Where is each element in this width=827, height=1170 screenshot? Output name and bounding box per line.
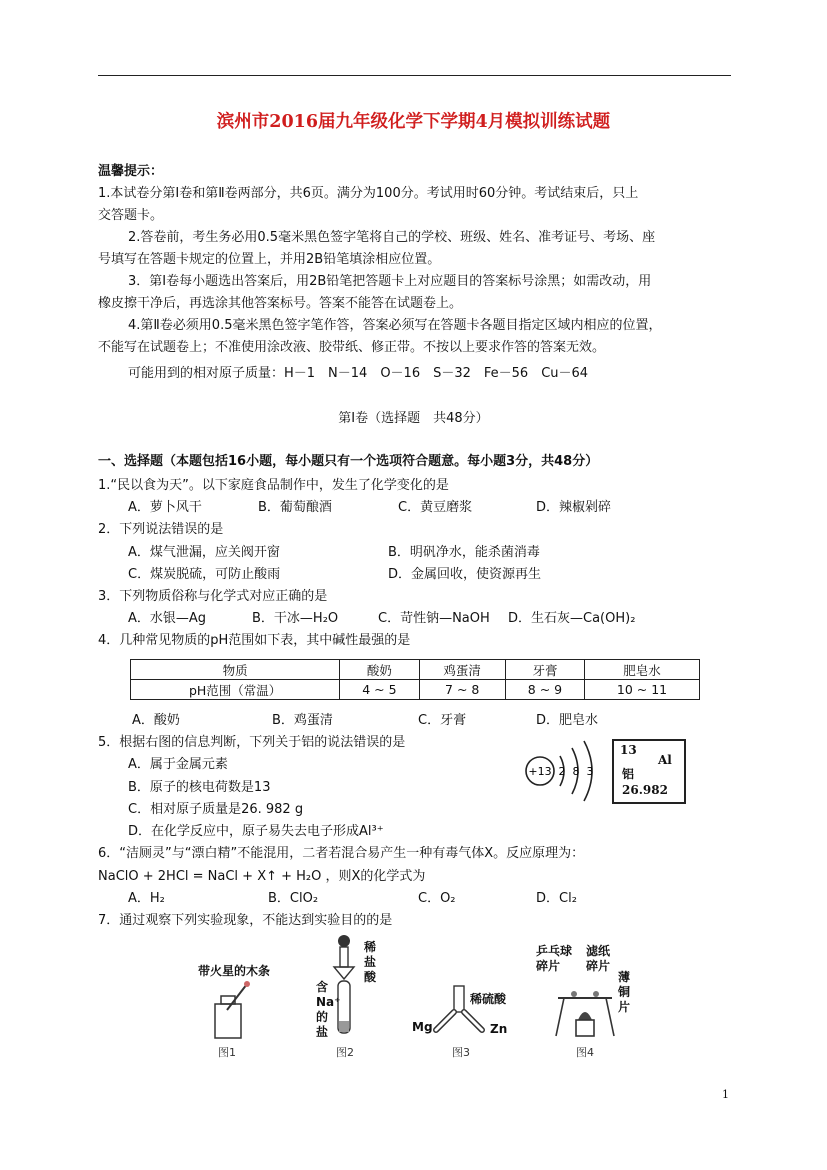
tip-4b: 不能写在试题卷上；不准使用涂改液、胶带纸、修正带。不按以上要求作答的答案无效。 bbox=[98, 340, 606, 355]
fig2-label-left: 含Na⁺的盐 bbox=[316, 980, 341, 1039]
tip-2b: 号填写在答题卡规定的位置上，并用2B铅笔填涂相应位置。 bbox=[98, 252, 441, 267]
tip-3a: 3．第Ⅰ卷每小题选出答案后，用2B铅笔把答题卡上对应题目的答案标号涂黑；如需改动，用 bbox=[128, 274, 652, 289]
atom-shell-label: 8 bbox=[572, 765, 580, 778]
q6-option-b: B．ClO₂ bbox=[268, 891, 319, 906]
tips-heading: 温馨提示： bbox=[98, 164, 164, 179]
q1-option-b: B．葡萄酿酒 bbox=[258, 500, 332, 515]
ph-table bbox=[130, 659, 700, 700]
q3-option-c: C．苛性钠—NaOH bbox=[378, 611, 490, 626]
fig2-caption: 图2 bbox=[336, 1046, 354, 1059]
tip-4a: 4.第Ⅱ卷必须用0.5毫米黑色签字笔作答，答案必须写在答题卡各题目指定区域内相应的位置， bbox=[128, 318, 662, 333]
q3-option-a: A．水银—Ag bbox=[128, 611, 207, 626]
q5-stem: 5．根据右图的信息判断，下列关于铝的说法错误的是 bbox=[98, 735, 406, 750]
q5-option-a: A．属于金属元素 bbox=[128, 757, 228, 772]
ph-table-row bbox=[131, 680, 700, 700]
ph-table-cell: 8 ~ 9 bbox=[505, 680, 584, 700]
fig3-label: 稀硫酸 bbox=[470, 992, 507, 1006]
element-symbol: Al bbox=[658, 753, 672, 767]
q1-stem: 1.“民以食为天”。以下家庭食品制作中，发生了化学变化的是 bbox=[98, 478, 449, 493]
element-number: 13 bbox=[620, 743, 637, 757]
ph-table-cell: pH范围（常温） bbox=[131, 680, 340, 700]
q1-option-c: C．黄豆磨浆 bbox=[398, 500, 473, 515]
q3-option-d: D．生石灰—Ca(OH)₂ bbox=[508, 611, 636, 626]
ph-table-cell: 牙膏 bbox=[505, 660, 584, 680]
q4-option-c: C．牙膏 bbox=[418, 713, 467, 728]
fig4-caption: 图4 bbox=[576, 1046, 594, 1059]
q6-stem: 6．“洁厕灵”与“漂白精”不能混用，二者若混合易产生一种有毒气体X。反应原理为： bbox=[98, 846, 585, 861]
header-rule bbox=[98, 75, 731, 76]
fig4-label-1: 乒乓球碎片 bbox=[536, 944, 573, 973]
q6-option-c: C．O₂ bbox=[418, 891, 456, 906]
page-number: 1 bbox=[722, 1088, 729, 1101]
tip-3b: 橡皮擦干净后，再选涂其他答案标号。答案不能答在试题卷上。 bbox=[98, 296, 463, 311]
fig3-y-tube bbox=[430, 984, 490, 1040]
q2-option-c: C．煤炭脱硫，可防止酸雨 bbox=[128, 567, 281, 582]
element-card bbox=[612, 739, 686, 804]
fig3-right-metal: Zn bbox=[490, 1022, 508, 1036]
q4-option-d: D．肥皂水 bbox=[536, 713, 599, 728]
element-mass: 26.982 bbox=[622, 783, 668, 797]
atom-nucleus-label: +13 bbox=[528, 765, 552, 778]
tip-1b: 交答题卡。 bbox=[98, 208, 164, 223]
ph-table-cell: 10 ~ 11 bbox=[585, 680, 700, 700]
q5-option-c: C．相对原子质量是26. 982 g bbox=[128, 802, 304, 817]
q5-option-b: B．原子的核电荷数是13 bbox=[128, 780, 271, 795]
fig1-bottle-splint bbox=[205, 980, 265, 1042]
q2-stem: 2．下列说法错误的是 bbox=[98, 522, 224, 537]
element-name: 铝 bbox=[622, 767, 635, 781]
atom-shell-label: 2 bbox=[558, 765, 566, 778]
q6-option-a: A．H₂ bbox=[128, 891, 165, 906]
tip-2a: 2.答卷前，考生务必用0.5毫米黑色签字笔将自己的学校、班级、姓名、准考证号、考场、座 bbox=[128, 230, 656, 245]
fig4-label-3: 薄铜片 bbox=[618, 970, 631, 1014]
aluminum-atom-diagram bbox=[520, 738, 605, 804]
q3-stem: 3．下列物质俗称与化学式对应正确的是 bbox=[98, 589, 328, 604]
q6-equation: NaClO + 2HCl = NaCl + X↑ + H₂O ，则X的化学式为 bbox=[98, 869, 426, 884]
fig2-label-right: 稀盐酸 bbox=[364, 940, 377, 984]
fig4-label-2: 滤纸碎片 bbox=[586, 944, 611, 973]
q6-option-d: D．Cl₂ bbox=[536, 891, 577, 906]
atom-shell-label: 3 bbox=[586, 765, 594, 778]
fig3-caption: 图3 bbox=[452, 1046, 470, 1059]
ph-table-cell: 酸奶 bbox=[340, 660, 419, 680]
section-heading: 一、选择题（本题包括16小题，每小题只有一个选项符合题意。每小题3分，共48分） bbox=[98, 454, 599, 469]
q1-option-d: D．辣椒剁碎 bbox=[536, 500, 612, 515]
ph-table-cell: 肥皂水 bbox=[585, 660, 700, 680]
tip-1a: 1.本试卷分第Ⅰ卷和第Ⅱ卷两部分，共6页。满分为100分。考试用时60分钟。考试结束后，只上 bbox=[98, 186, 639, 201]
ph-table-cell: 鸡蛋清 bbox=[419, 660, 505, 680]
q5-option-d: D．在化学反应中，原子易失去电子形成Al³⁺ bbox=[128, 824, 384, 839]
fig3-left-metal: Mg bbox=[412, 1020, 433, 1034]
volume-title: 第Ⅰ卷（选择题 共48分） bbox=[338, 411, 489, 426]
q4-option-b: B．鸡蛋清 bbox=[272, 713, 333, 728]
fig1-label: 带火星的木条 bbox=[198, 964, 271, 978]
q2-option-d: D．金属回收，使资源再生 bbox=[388, 567, 542, 582]
atomic-masses: 可能用到的相对原子质量：H－1 N－14 O－16 S－32 Fe－56 Cu－64 bbox=[128, 366, 589, 381]
q2-option-a: A．煤气泄漏，应关阀开窗 bbox=[128, 545, 280, 560]
fig2-dropper-tube bbox=[330, 935, 360, 1035]
ph-table-cell: 4 ~ 5 bbox=[340, 680, 419, 700]
fig1-caption: 图1 bbox=[218, 1046, 236, 1059]
page-title: 滨州市2016届九年级化学下学期4月模拟训练试题 bbox=[216, 112, 611, 132]
ph-table-cell: 物质 bbox=[131, 660, 340, 680]
q3-option-b: B．干冰—H₂O bbox=[252, 611, 339, 626]
q7-stem: 7．通过观察下列实验现象，不能达到实验目的的是 bbox=[98, 913, 393, 928]
q4-option-a: A．酸奶 bbox=[132, 713, 180, 728]
q4-stem: 4．几种常见物质的pH范围如下表，其中碱性最强的是 bbox=[98, 633, 411, 648]
ph-table-header-row bbox=[131, 660, 700, 680]
q1-option-a: A．萝卜风干 bbox=[128, 500, 202, 515]
ph-table-cell: 7 ~ 8 bbox=[419, 680, 505, 700]
q2-option-b: B．明矾净水，能杀菌消毒 bbox=[388, 545, 540, 560]
fig4-tripod-burner bbox=[552, 980, 618, 1042]
